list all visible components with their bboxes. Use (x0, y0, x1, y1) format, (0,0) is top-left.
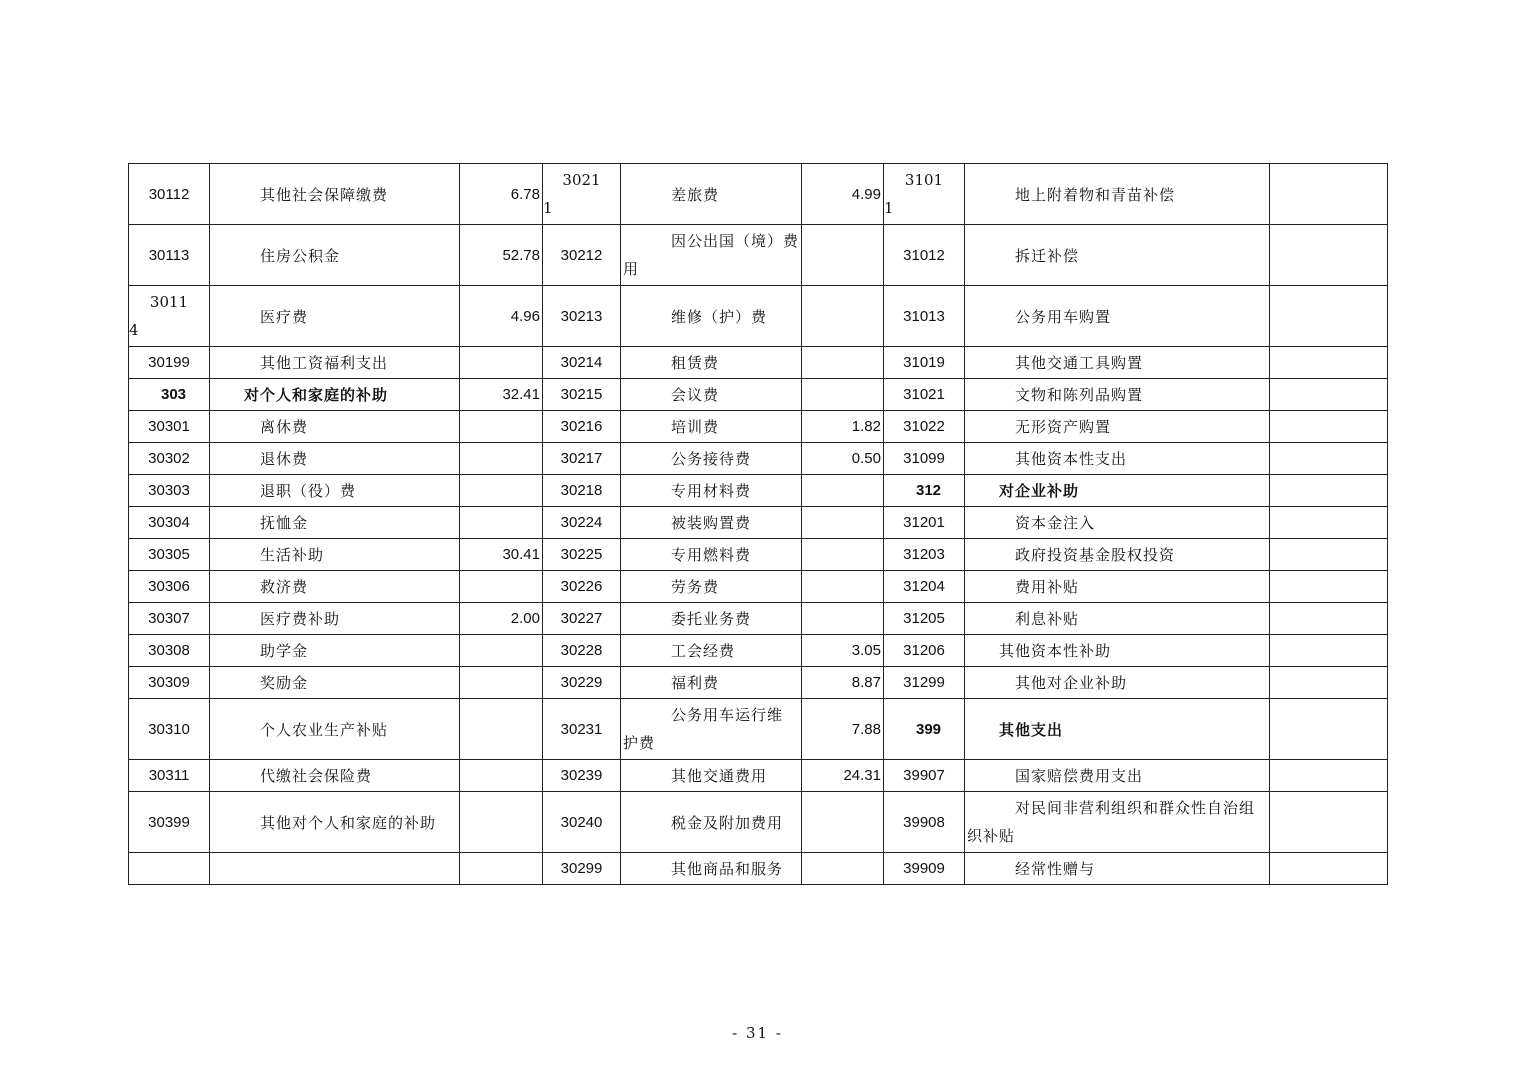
table-row (129, 164, 1388, 225)
item-name-cell: 费用补贴 (965, 571, 1270, 603)
item-name-cell: 助学金 (210, 635, 460, 667)
amount-cell (1270, 539, 1388, 571)
code-cell: 30309 (129, 667, 210, 699)
item-name-cell: 其他资本性支出 (965, 443, 1270, 475)
item-name-cell: 其他商品和服务 (621, 853, 802, 885)
item-name-cell: 救济费 (210, 571, 460, 603)
item-name-cell: 会议费 (621, 379, 802, 411)
item-name-cell: 奖励金 (210, 667, 460, 699)
table-row (129, 225, 1388, 286)
code-cell: 30303 (129, 475, 210, 507)
amount-cell (802, 571, 884, 603)
item-name-cell: 其他对企业补助 (965, 667, 1270, 699)
amount-cell (460, 475, 543, 507)
code-cell: 30308 (129, 635, 210, 667)
table-row (129, 286, 1388, 347)
category-code-cell: 399 (884, 699, 965, 760)
code-part: 3021 (562, 171, 601, 189)
amount-cell (1270, 286, 1388, 347)
category-name-cell: 其他支出 (965, 699, 1270, 760)
code-cell: 30212 (543, 225, 621, 286)
code-cell (129, 286, 210, 347)
item-name-cell: 国家赔偿费用支出 (965, 760, 1270, 792)
code-cell: 30199 (129, 347, 210, 379)
code-cell: 30240 (543, 792, 621, 853)
amount-cell: 7.88 (802, 699, 884, 760)
item-name-cell: 被装购置费 (621, 507, 802, 539)
category-code-cell: 312 (884, 475, 965, 507)
item-name-cell: 公务用车购置 (965, 286, 1270, 347)
item-name-cell (621, 225, 802, 286)
item-name-cell: 其他社会保障缴费 (210, 164, 460, 225)
code-cell: 30224 (543, 507, 621, 539)
table-row (129, 667, 1388, 699)
table-row (129, 539, 1388, 571)
item-name-cell: 个人农业生产补贴 (210, 699, 460, 760)
amount-cell: 1.82 (802, 411, 884, 443)
amount-cell (460, 853, 543, 885)
item-name-cell: 利息补贴 (965, 603, 1270, 635)
amount-cell: 30.41 (460, 539, 543, 571)
amount-cell (802, 475, 884, 507)
name-part: 护费 (623, 734, 656, 752)
code-cell: 30228 (543, 635, 621, 667)
category-code-cell: 303 (129, 379, 210, 411)
item-name-cell: 其他资本性补助 (965, 635, 1270, 667)
item-name-cell: 文物和陈列品购置 (965, 379, 1270, 411)
amount-cell: 2.00 (460, 603, 543, 635)
item-name-cell: 生活补助 (210, 539, 460, 571)
table-row (129, 699, 1388, 760)
code-cell: 30307 (129, 603, 210, 635)
amount-cell (460, 571, 543, 603)
amount-cell (1270, 853, 1388, 885)
amount-cell (1270, 225, 1388, 286)
code-part: 3101 (904, 171, 944, 189)
item-name-cell: 福利费 (621, 667, 802, 699)
table-row (129, 853, 1388, 885)
code-cell: 31204 (884, 571, 965, 603)
code-cell: 30239 (543, 760, 621, 792)
table-row (129, 379, 1388, 411)
code-part: 1 (543, 199, 553, 217)
item-name-cell: 租赁费 (621, 347, 802, 379)
item-name-cell: 退职（役）费 (210, 475, 460, 507)
amount-cell: 52.78 (460, 225, 543, 286)
item-name-cell (210, 853, 460, 885)
item-name-cell: 抚恤金 (210, 507, 460, 539)
name-part: 织补贴 (967, 827, 1016, 845)
amount-cell (460, 443, 543, 475)
table-row (129, 792, 1388, 853)
code-cell: 30231 (543, 699, 621, 760)
amount-cell (1270, 699, 1388, 760)
code-cell: 39908 (884, 792, 965, 853)
code-cell: 30217 (543, 443, 621, 475)
code-cell: 30218 (543, 475, 621, 507)
page-number: - 31 - (732, 1024, 783, 1042)
item-name-cell: 医疗费 (210, 286, 460, 347)
item-name-cell: 经常性赠与 (965, 853, 1270, 885)
code-cell: 30214 (543, 347, 621, 379)
category-name-cell: 对企业补助 (965, 475, 1270, 507)
code-cell: 30301 (129, 411, 210, 443)
name-part: 对民间非营利组织和群众性自治组 (1015, 799, 1256, 817)
category-name-cell: 对个人和家庭的补助 (210, 379, 460, 411)
amount-cell (802, 286, 884, 347)
amount-cell (802, 792, 884, 853)
code-cell: 30299 (543, 853, 621, 885)
item-name-cell: 委托业务费 (621, 603, 802, 635)
code-cell: 30227 (543, 603, 621, 635)
table-row (129, 760, 1388, 792)
code-cell: 31022 (884, 411, 965, 443)
amount-cell (460, 507, 543, 539)
item-name-cell: 政府投资基金股权投资 (965, 539, 1270, 571)
item-name-cell: 退休费 (210, 443, 460, 475)
item-name-cell: 差旅费 (621, 164, 802, 225)
item-name-cell (621, 699, 802, 760)
code-part: 1 (884, 199, 894, 217)
code-cell (543, 164, 621, 225)
item-name-cell: 住房公积金 (210, 225, 460, 286)
table-row (129, 571, 1388, 603)
amount-cell: 24.31 (802, 760, 884, 792)
item-name-cell: 医疗费补助 (210, 603, 460, 635)
name-part: 因公出国（境）费 (671, 232, 800, 250)
code-cell: 30113 (129, 225, 210, 286)
amount-cell (802, 507, 884, 539)
budget-expenditure-table (128, 163, 1388, 885)
table-row (129, 635, 1388, 667)
amount-cell (460, 635, 543, 667)
item-name-cell: 维修（护）费 (621, 286, 802, 347)
amount-cell (1270, 792, 1388, 853)
table-row (129, 603, 1388, 635)
amount-cell (1270, 379, 1388, 411)
code-cell (129, 853, 210, 885)
code-cell: 30310 (129, 699, 210, 760)
amount-cell (1270, 603, 1388, 635)
item-name-cell: 税金及附加费用 (621, 792, 802, 853)
code-cell: 30305 (129, 539, 210, 571)
amount-cell (802, 603, 884, 635)
item-name-cell: 劳务费 (621, 571, 802, 603)
amount-cell (802, 539, 884, 571)
table-row (129, 443, 1388, 475)
code-cell: 30112 (129, 164, 210, 225)
item-name-cell (965, 792, 1270, 853)
item-name-cell: 其他对个人和家庭的补助 (210, 792, 460, 853)
code-cell: 31206 (884, 635, 965, 667)
amount-cell (1270, 571, 1388, 603)
amount-cell (1270, 411, 1388, 443)
code-cell (884, 164, 965, 225)
code-cell: 30304 (129, 507, 210, 539)
item-name-cell: 离休费 (210, 411, 460, 443)
code-cell: 30225 (543, 539, 621, 571)
code-cell: 30311 (129, 760, 210, 792)
amount-cell (1270, 475, 1388, 507)
amount-cell (460, 760, 543, 792)
code-part: 3011 (149, 293, 189, 311)
item-name-cell: 工会经费 (621, 635, 802, 667)
code-cell: 31019 (884, 347, 965, 379)
code-cell: 30399 (129, 792, 210, 853)
table-row (129, 475, 1388, 507)
code-cell: 30229 (543, 667, 621, 699)
item-name-cell: 培训费 (621, 411, 802, 443)
code-cell: 31013 (884, 286, 965, 347)
amount-cell (460, 792, 543, 853)
code-cell: 39907 (884, 760, 965, 792)
item-name-cell: 无形资产购置 (965, 411, 1270, 443)
code-cell: 30306 (129, 571, 210, 603)
amount-cell: 3.05 (802, 635, 884, 667)
code-cell: 30213 (543, 286, 621, 347)
amount-cell (802, 347, 884, 379)
amount-cell (460, 347, 543, 379)
amount-cell: 8.87 (802, 667, 884, 699)
code-cell: 39909 (884, 853, 965, 885)
amount-cell: 4.99 (802, 164, 884, 225)
amount-cell (460, 699, 543, 760)
code-cell: 31099 (884, 443, 965, 475)
amount-cell (1270, 760, 1388, 792)
code-cell: 30226 (543, 571, 621, 603)
code-cell: 30216 (543, 411, 621, 443)
item-name-cell: 专用燃料费 (621, 539, 802, 571)
item-name-cell: 地上附着物和青苗补偿 (965, 164, 1270, 225)
amount-cell (1270, 635, 1388, 667)
name-part: 公务用车运行维 (671, 706, 784, 724)
amount-cell (460, 411, 543, 443)
code-cell: 31299 (884, 667, 965, 699)
item-name-cell: 专用材料费 (621, 475, 802, 507)
amount-cell: 0.50 (802, 443, 884, 475)
amount-cell (802, 853, 884, 885)
amount-cell: 6.78 (460, 164, 543, 225)
amount-cell: 32.41 (460, 379, 543, 411)
code-cell: 30302 (129, 443, 210, 475)
amount-cell (1270, 347, 1388, 379)
amount-cell (1270, 443, 1388, 475)
item-name-cell: 公务接待费 (621, 443, 802, 475)
code-part: 4 (129, 321, 139, 339)
code-cell: 31201 (884, 507, 965, 539)
table-row (129, 507, 1388, 539)
amount-cell (1270, 507, 1388, 539)
item-name-cell: 代缴社会保险费 (210, 760, 460, 792)
code-cell: 31203 (884, 539, 965, 571)
amount-cell (802, 225, 884, 286)
amount-cell: 4.96 (460, 286, 543, 347)
amount-cell (802, 379, 884, 411)
item-name-cell: 其他交通费用 (621, 760, 802, 792)
code-cell: 31012 (884, 225, 965, 286)
item-name-cell: 其他工资福利支出 (210, 347, 460, 379)
code-cell: 30215 (543, 379, 621, 411)
code-cell: 31205 (884, 603, 965, 635)
name-part: 用 (623, 260, 640, 278)
amount-cell (1270, 164, 1388, 225)
item-name-cell: 其他交通工具购置 (965, 347, 1270, 379)
code-cell: 31021 (884, 379, 965, 411)
table-row (129, 347, 1388, 379)
table-row (129, 411, 1388, 443)
item-name-cell: 拆迁补偿 (965, 225, 1270, 286)
item-name-cell: 资本金注入 (965, 507, 1270, 539)
amount-cell (1270, 667, 1388, 699)
amount-cell (460, 667, 543, 699)
